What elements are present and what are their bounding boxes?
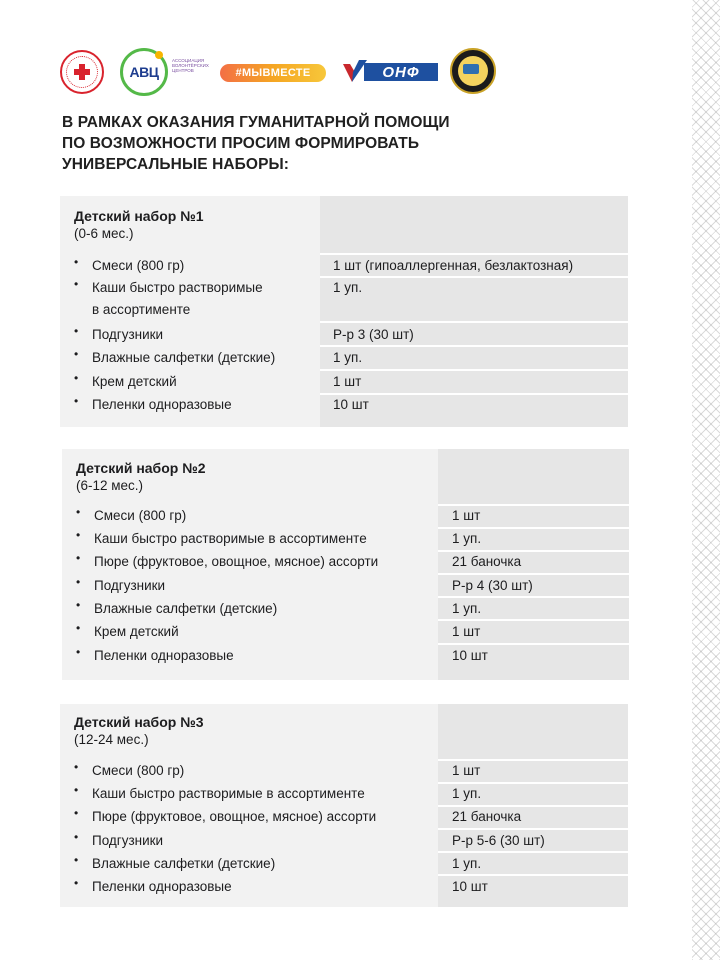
kit-card-1: Детский набор №1 (0-6 мес.) • Смеси (800 гр) 1 шт (гипоаллергенная, безлактозная) • Каши быстро растворимые в ассортименте 1 уп. • Подгузники Р-р 3 (30 шт) • Влажные салфетки (детские) 1 уп. • Крем детский 1 шт • Пеленки одноразовые 10 шт xyxy=(60,196,628,427)
item-name: Каши быстро растворимые xyxy=(92,280,263,295)
item-name: Пеленки одноразовые xyxy=(92,397,232,412)
item-name: Пеленки одноразовые xyxy=(92,879,232,894)
kit-age: (0-6 мес.) xyxy=(74,226,134,241)
heading-line-1: В РАМКАХ ОКАЗАНИЯ ГУМАНИТАРНОЙ ПОМОЩИ xyxy=(62,114,450,131)
item-name: Влажные салфетки (детские) xyxy=(92,350,276,365)
item-quantity: 21 баночка xyxy=(452,554,522,569)
avc-logo-caption: АССОЦИАЦИЯ ВОЛОНТЁРСКИХ ЦЕНТРОВ xyxy=(172,58,209,73)
item-name: Каши быстро растворимые в ассортименте xyxy=(94,531,367,546)
kit-age: (6-12 мес.) xyxy=(76,478,144,493)
hashtag-logo: #МЫВМЕСТЕ xyxy=(220,64,326,82)
item-quantity: 1 уп. xyxy=(452,601,482,616)
item-quantity: 10 шт xyxy=(452,648,488,663)
item-name: Крем детский xyxy=(94,624,179,639)
item-name: Пюре (фруктовое, овощное, мясное) ассорти xyxy=(94,554,379,569)
kit-title: Детский набор №2 xyxy=(76,460,206,476)
heading-line-2: ПО ВОЗМОЖНОСТИ ПРОСИМ ФОРМИРОВАТЬ xyxy=(62,135,420,152)
item-quantity: Р-р 3 (30 шт) xyxy=(333,327,414,342)
avc-logo xyxy=(120,48,168,96)
item-quantity: 1 шт xyxy=(452,624,481,639)
item-name: Каши быстро растворимые в ассортименте xyxy=(92,786,365,801)
emblem-logo xyxy=(450,48,496,94)
item-name: Смеси (800 гр) xyxy=(92,258,185,273)
avc-logo-text: АВЦ xyxy=(129,64,159,80)
item-name: Пеленки одноразовые xyxy=(94,648,234,663)
kit-title: Детский набор №3 xyxy=(74,714,204,730)
kit-title: Детский набор №1 xyxy=(74,208,204,224)
item-name: Смеси (800 гр) xyxy=(92,763,185,778)
item-quantity: 1 уп. xyxy=(333,280,363,295)
item-name-continued: в ассортименте xyxy=(92,302,191,317)
decorative-side-pattern xyxy=(692,0,720,960)
partner-logos xyxy=(60,46,520,98)
kit-card-2: Детский набор №2 (6-12 мес.) • Смеси (800 гр) 1 шт • Каши быстро растворимые в ассортименте 1 уп. • Пюре (фруктовое, овощное, мясное) ассорти 21 баночка • Подгузники Р-р 4 (30 шт) • Влажные салфетки (детские) 1 уп. • Крем детский 1 шт • Пеленки одноразовые 10 шт xyxy=(62,449,629,680)
item-quantity: 21 баночка xyxy=(452,809,522,824)
item-quantity: 1 шт (гипоаллергенная, безлактозная) xyxy=(333,258,574,273)
item-name: Подгузники xyxy=(92,833,164,848)
item-quantity: Р-р 5-6 (30 шт) xyxy=(452,833,545,848)
onf-logo xyxy=(342,60,438,84)
item-quantity: 1 уп. xyxy=(452,531,482,546)
item-quantity: 10 шт xyxy=(333,397,369,412)
item-quantity: 1 шт xyxy=(333,374,362,389)
item-quantity: 1 уп. xyxy=(452,786,482,801)
red-cross-logo xyxy=(60,50,104,94)
item-quantity: 1 уп. xyxy=(333,350,363,365)
page-heading xyxy=(62,112,542,175)
item-quantity: Р-р 4 (30 шт) xyxy=(452,578,533,593)
onf-logo-text: ОНФ xyxy=(364,63,438,81)
item-quantity: 1 уп. xyxy=(452,856,482,871)
item-name: Подгузники xyxy=(92,327,164,342)
item-quantity: 1 шт xyxy=(452,763,481,778)
kit-age: (12-24 мес.) xyxy=(74,732,149,747)
heading-line-3: УНИВЕРСАЛЬНЫЕ НАБОРЫ: xyxy=(62,156,290,173)
item-name: Крем детский xyxy=(92,374,177,389)
item-quantity: 10 шт xyxy=(452,879,488,894)
item-name: Влажные салфетки (детские) xyxy=(94,601,278,616)
item-quantity: 1 шт xyxy=(452,508,481,523)
item-name: Смеси (800 гр) xyxy=(94,508,187,523)
kit-card-3: Детский набор №3 (12-24 мес.) • Смеси (800 гр) 1 шт • Каши быстро растворимые в ассортименте 1 уп. • Пюре (фруктовое, овощное, мясное) ассорти 21 баночка • Подгузники Р-р 5-6 (30 шт) • Влажные салфетки (детские) 1 уп. • Пеленки одноразовые 10 шт xyxy=(60,704,628,907)
item-name: Подгузники xyxy=(94,578,166,593)
item-name: Влажные салфетки (детские) xyxy=(92,856,276,871)
item-name: Пюре (фруктовое, овощное, мясное) ассорти xyxy=(92,809,377,824)
